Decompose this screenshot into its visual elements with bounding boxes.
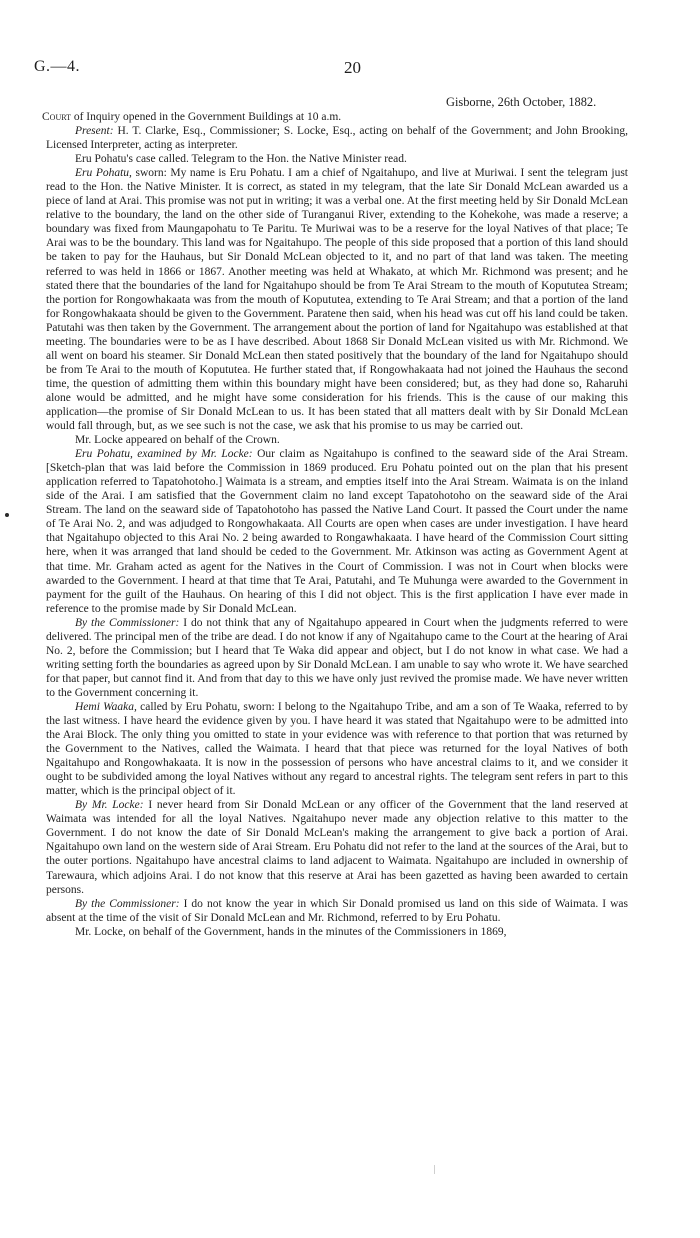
- document-body: [42, 110, 629, 939]
- paragraph-present: [46, 124, 628, 152]
- paragraph-examined-by-locke: [46, 447, 628, 616]
- speaker-label: Eru Pohatu,: [75, 167, 132, 180]
- paragraph-case-called: [46, 152, 628, 166]
- paragraph-text: I do not think that any of Ngaitahupo appeared in Court when the judgments referred to were delivered. The principal men of the tribe are dead. I do not know if any of Ngaitahupo came to the Court at the hearing of Arai No. 2, before the Commission; but I heard that Te Waka did appear and object, but I do not know in what case. We had a writing setting forth the boundaries as agreed upon by Sir Donald McLean. I am unable to say who wrote it. We have searched for that paper, but cannot find it. And from that day to this we have only just revived the promise made. We have never written to the Government concerning it.: [46, 616, 629, 699]
- paragraph-text: H. T. Clarke, Esq., Commissioner; S. Locke, Esq., acting on behalf of the Government; and John Brooking, Licensed Interpreter, acting as interpreter.: [46, 125, 628, 152]
- paragraph-by-mr-locke: [46, 798, 628, 896]
- paragraph-eru-pohatu-sworn: [46, 166, 628, 433]
- paragraph-text: Mr. Locke appeared on behalf of the Crown.: [75, 434, 280, 447]
- speaker-label: Present:: [75, 125, 114, 138]
- paragraph-locke-hands-in: [46, 925, 628, 939]
- margin-dot: [5, 513, 9, 517]
- speaker-label: Eru Pohatu, examined by Mr. Locke:: [75, 448, 253, 461]
- paragraph-court-opening: [42, 110, 628, 124]
- paragraph-by-commissioner-1: [46, 616, 628, 700]
- document-reference: G.—4.: [34, 58, 81, 75]
- scan-mark: [434, 1165, 435, 1174]
- paragraph-by-commissioner-2: [46, 897, 628, 925]
- speaker-label: By the Commissioner:: [75, 897, 180, 910]
- lead-word: Court: [42, 111, 71, 123]
- speaker-label: By the Commissioner:: [75, 616, 180, 629]
- paragraph-text: I never heard from Sir Donald McLean or any officer of the Government that the land reserved at Waimata was intended for all the loyal Natives. Ngaitahupo never made any objection relative to this matter to the Government. I do not know the date of Sir Donald McLean's making the arrangement to give back a portion of Arai. Ngaitahupo own land on the western side of Arai Stream. Eru Pohatu did not refer to the land at the sources of the Arai, but to the outer portions. Ngaitahupo have ancestral claims to land adjacent to Waimata. Ngaitahupo are included in ownership of Tarewaura, which adjoins Arai. I do not know that this reserve at Arai has been gazetted as having been awarded to certain persons.: [46, 799, 628, 896]
- paragraph-text: called by Eru Pohatu, sworn: I belong to the Ngaitahupo Tribe, and am a son of Te Waaka, referred to by the last witness. I have heard the evidence given by you. I have heard it was stated that Ngaitahupo were to be admitted into the Arai Block. The only thing you omitted to state in your evidence was with reference to that portion that was returned by the Government to the Natives, called the Waimata. I heard that that piece was returned for the loyal Natives of both Ngaitahupo and Rongowhakaata. It is now in the possession of persons who have ancestral claims to it, and we consider it ought to be subdivided among the loyal Natives without any regard to ancestral rights. The telegram sent refers in part to this matter, which is the principal object of it.: [46, 700, 629, 798]
- paragraph-text: sworn: My name is Eru Pohatu. I am a chief of Ngaitahupo, and live at Muriwai. I sent the telegram just read to the Hon. the Native Minister. It is correct, as stated in my telegram, that the late Sir Donald McLean awarded us a piece of land at Arai. This promise was not put in writing; it was a verbal one. At the first meeting held by Sir Donald McLean relative to the boundary, the land on the other side of Turanganui River, extending to the Kohekohe, was made a reserve; a boundary was fixed from Maungapohatu to Te Paritu. Te Muriwai was to be a reserve for the loyal Natives of that place; Te Arai was to be the boundary. This land was for Ngaitahupo. The people of this side proposed that a portion of this land should be taken to pay for the Hauhaus, but Sir Donald McLean objected to it, and no part of that land was taken. The meeting referred to was held in 1866 or 1867. Another meeting was held at Whakato, at which Mr. Richmond was present; and he stated there that the boundaries of the land for Ngaitahupo should be from Te Arai Stream to the mouth of Kopututea Stream; the portion for Rongowhakaata was from the mouth of Kopututea, extending to Te Arai Stream; and that a portion of the land for Rongowhakaata should be given to the Government. Paratene then said, when his head was cut off his land could be taken. Patutahi was then taken by the Government. The arrangement about the portion of land for Ngaitahupo was established at that meeting. The boundaries were to be as I have described. About 1868 Sir Donald McLean visited us with Mr. Richmond. We all went on board his steamer. Sir Donald McLean then stated positively that the boundary of the land for Ngaitahupo should be from Te Arai to the mouth of Kopututea. He further stated that, if Rongowhakaata had not joined the Hauhaus the second time, the question of admitting them within this boundary might have been considered; but, as they had done so, Raharuhi alone would be admitted, and he might have some consideration for his friends. This is the cause of our making this application—the promise of Sir Donald McLean to us. It has been stated that all matters dealt with by Sir Donald McLean would fall through, but, as we see such is not the case, we ask that his promise to us may be carried out.: [46, 167, 628, 433]
- page-number: 20: [344, 58, 361, 77]
- paragraph-text: Our claim as Ngaitahupo is confined to the seaward side of the Arai Stream. [Sketch-plan that was laid before the Commission in 1869 produced. Eru Pohatu pointed out on the plan that his present application referred to Tapatohotoho.] Waimata is a stream, and empties itself into the Arai Stream. Waimata is on the inland side of the Arai. I am satisfied that the Government claim no land except Tapatohotoho on the seaward side of the Arai Stream. The land on the seaward side of Tapatohotoho has passed the Native Land Court. It passed the Court under the name of Te Arai No. 2, and was adjudged to Rongowhakaata. All Courts are open when cases are under investigation. I have heard that Ngaitahupo objected to this Arai No. 2 being awarded to Rongawhakaata. I have heard of the Commission Court sitting here, when it was arranged that land should be ceded to the Government. Mr. Atkinson was acting as Government Agent at that time. Mr. Graham acted as agent for the Natives in the Court of Commission. I was not in Court when blocks were awarded to the Government. I heard at that time that Te Arai, Patutahi, and Te Muhunga were awarded to the Government in payment for the guilt of the Hauhaus. On hearing of this I did not object. This is the first application I have ever made in reference to the promise made by Sir Donald McLean.: [46, 448, 628, 615]
- speaker-label: By Mr. Locke:: [75, 799, 144, 812]
- speaker-label: Hemi Waaka,: [75, 700, 137, 713]
- paragraph-locke-appeared: [46, 433, 628, 447]
- paragraph-text: I do not know the year in which Sir Donald promised us land on this side of Waimata. I was absent at the time of the visit of Sir Donald McLean and Mr. Richmond, referred to by Eru Pohatu.: [46, 897, 628, 924]
- paragraph-hemi-waaka: [46, 700, 628, 798]
- paragraph-text: of Inquiry opened in the Government Buildings at 10 a.m.: [70, 111, 342, 123]
- paragraph-text: Eru Pohatu's case called. Telegram to the Hon. the Native Minister read.: [75, 153, 407, 166]
- paragraph-text: Mr. Locke, on behalf of the Government, hands in the minutes of the Commissioners in 1869,: [75, 925, 507, 938]
- dateline: Gisborne, 26th October, 1882.: [446, 95, 597, 109]
